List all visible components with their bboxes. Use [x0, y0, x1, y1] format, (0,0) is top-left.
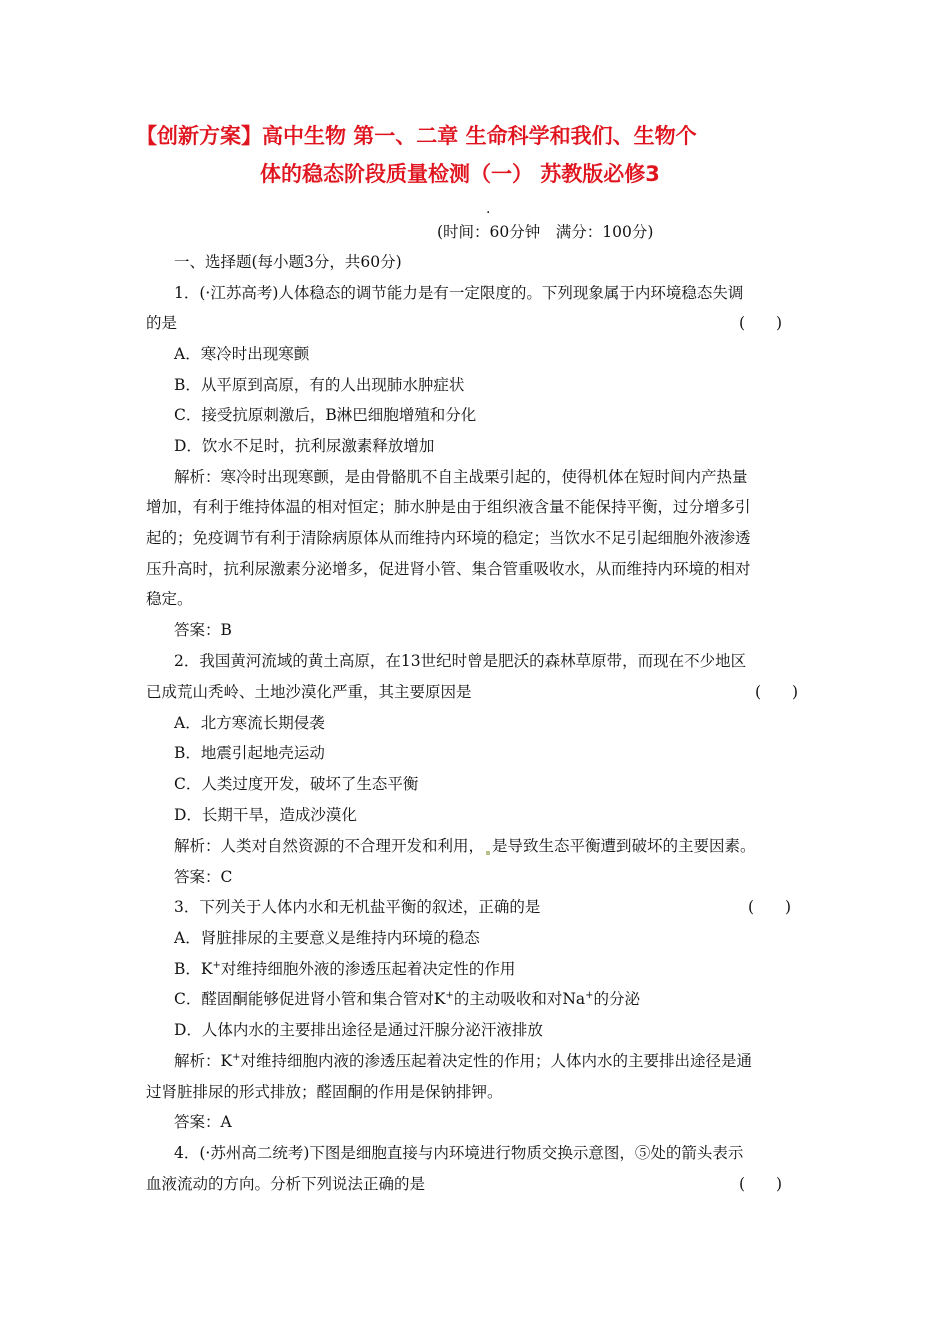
q4-stem-line-1: 4．(·苏州高二统考)下图是细胞直接与内环境进行物质交换示意图，⑤处的箭头表示: [174, 1144, 744, 1162]
q2-explanation: [174, 835, 756, 857]
q3-option-c-part-3: 的分泌: [593, 990, 641, 1008]
q3-option-c: [174, 988, 640, 1010]
q3-option-b-charge: +: [212, 959, 221, 971]
q2-explanation-part-1: 解析：人类对自然资源的不合理开发和利用，: [174, 837, 485, 855]
q3-explanation-charge: +: [232, 1051, 241, 1063]
q3-explanation-line-2: 过肾脏排尿的形式排放；醛固酮的作用是保钠排钾。: [146, 1083, 503, 1101]
q4-stem-line-2: 血液流动的方向。分析下列说法正确的是: [146, 1175, 426, 1193]
q1-explanation-line-2: 增加，有利于维持体温的相对恒定；肺水肿是由于组织液含量不能保持平衡，过分增多引: [146, 498, 751, 516]
q3-option-c-charge-k: +: [445, 989, 454, 1001]
q3-answer-blank: ( ): [748, 898, 792, 916]
q4-answer-blank: ( ): [739, 1175, 783, 1193]
q1-stem-line-1: 1．(·江苏高考)人体稳态的调节能力是有一定限度的。下列现象属于内环境稳态失调: [174, 284, 744, 302]
document-title-line-2: 体的稳态阶段质量检测（一） 苏教版必修3: [260, 162, 660, 186]
q3-option-c-charge-na: +: [585, 989, 594, 1001]
q2-option-b: B．地震引起地壳运动: [174, 744, 325, 762]
q3-stem: 3．下列关于人体内水和无机盐平衡的叙述，正确的是: [174, 898, 541, 916]
q1-explanation-line-1: 解析：寒冷时出现寒颤，是由骨骼肌不自主战栗引起的，使得机体在短时间内产热量: [174, 468, 748, 486]
q1-option-c: C．接受抗原刺激后，B淋巴细胞增殖和分化: [174, 406, 477, 424]
q1-explanation-line-4: 压升高时，抗利尿激素分泌增多，促进肾小管、集合管重吸收水，从而维持内环境的相对: [146, 560, 751, 578]
q3-option-b-text: 对维持细胞外液的渗透压起着决定性的作用: [220, 960, 516, 978]
q2-option-c: C．人类过度开发，破坏了生态平衡: [174, 775, 419, 793]
q3-option-a: A．肾脏排尿的主要意义是维持内环境的稳态: [174, 929, 480, 947]
q1-explanation-line-5: 稳定。: [146, 590, 193, 608]
q1-option-a: A．寒冷时出现寒颤: [174, 345, 310, 363]
q1-explanation-line-3: 起的；免疫调节有利于清除病原体从而维持内环境的稳定；当饮水不足引起细胞外液渗透: [146, 529, 751, 547]
q3-option-b-ion: B．K: [174, 960, 213, 978]
dot-mark: .: [486, 201, 491, 217]
q3-explanation-line-1: [174, 1050, 752, 1072]
q1-option-d: D．饮水不足时，抗利尿激素释放增加: [174, 437, 435, 455]
q2-stem-line-2: 已成荒山秃岭、土地沙漠化严重，其主要原因是: [146, 683, 472, 701]
q3-option-d: D．人体内水的主要排出途径是通过汗腺分泌汗液排放: [174, 1021, 543, 1039]
q3-explanation-lead: 解析：K: [174, 1052, 233, 1070]
q2-answer: 答案：C: [174, 868, 233, 886]
q1-answer: 答案：B: [174, 621, 232, 639]
q1-stem-line-2: 的是: [146, 314, 178, 332]
q1-answer-blank: ( ): [739, 314, 783, 332]
q2-option-a: A．北方寒流长期侵袭: [174, 714, 325, 732]
section-heading: 一、选择题(每小题3分，共60分): [174, 253, 402, 271]
q3-option-c-part-2: 的主动吸收和对Na: [453, 990, 586, 1008]
speck-mark: [486, 851, 490, 855]
q3-explanation-text: 对维持细胞内液的渗透压起着决定性的作用；人体内水的主要排出途径是通: [240, 1052, 752, 1070]
document-title-line-1: 【创新方案】高中生物 第一、二章 生命科学和我们、生物个: [136, 124, 697, 148]
q2-stem-line-1: 2．我国黄河流域的黄土高原，在13世纪时曾是肥沃的森林草原带，而现在不少地区: [174, 652, 747, 670]
q3-option-c-part-1: C．醛固酮能够促进肾小管和集合管对K: [174, 990, 446, 1008]
q3-answer: 答案：A: [174, 1113, 232, 1131]
q3-option-b: [174, 958, 515, 980]
q2-option-d: D．长期干旱，造成沙漠化: [174, 806, 357, 824]
q1-option-b: B．从平原到高原，有的人出现肺水肿症状: [174, 376, 465, 394]
exam-meta: (时间：60分钟 满分：100分): [437, 223, 654, 241]
q2-explanation-part-2: 是导致生态平衡遭到破坏的主要因素。: [492, 837, 756, 855]
q2-answer-blank: ( ): [755, 683, 799, 701]
